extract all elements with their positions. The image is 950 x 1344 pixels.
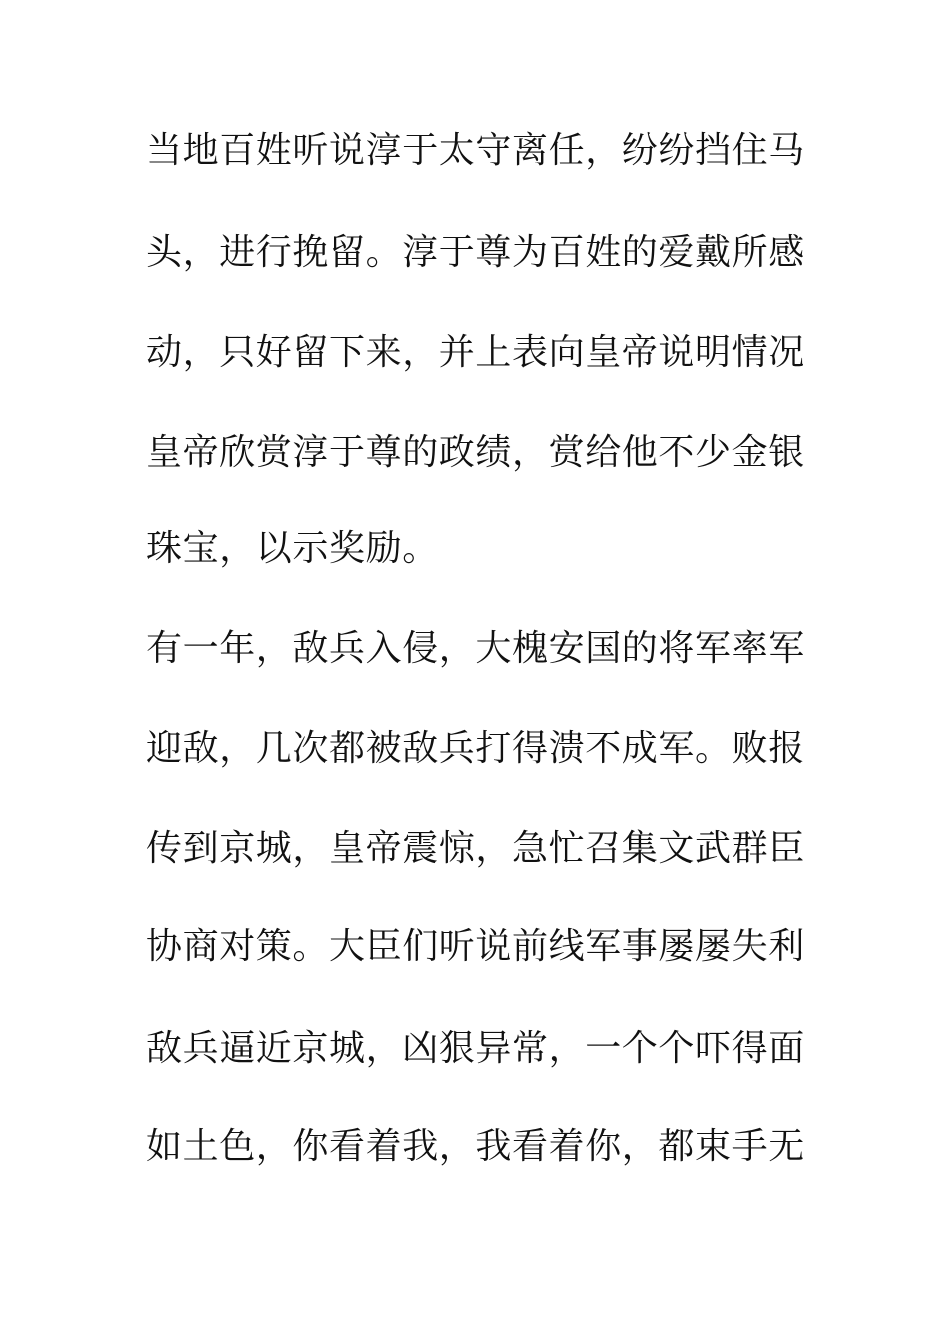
- text-line-5: 珠宝，以示奖励。: [146, 528, 439, 569]
- text-line-6: 有一年，敌兵入侵，大槐安国的将军率军: [146, 628, 805, 669]
- text-line-4: 皇帝欣赏淳于尊的政绩，赏给他不少金银: [146, 432, 805, 473]
- text-line-2: 头，进行挽留。淳于尊为百姓的爱戴所感: [146, 232, 805, 273]
- text-line-8: 传到京城，皇帝震惊，急忙召集文武群臣: [146, 828, 805, 869]
- text-line-3: 动，只好留下来，并上表向皇帝说明情况: [146, 332, 805, 373]
- text-line-7: 迎敌，几次都被敌兵打得溃不成军。败报: [146, 728, 805, 769]
- text-line-11: 如土色，你看着我，我看着你，都束手无: [146, 1126, 805, 1167]
- text-line-9: 协商对策。大臣们听说前线军事屡屡失利: [146, 926, 805, 967]
- text-line-1: 当地百姓听说淳于太守离任，纷纷挡住马: [146, 130, 805, 171]
- text-line-10: 敌兵逼近京城，凶狠异常，一个个吓得面: [146, 1028, 805, 1069]
